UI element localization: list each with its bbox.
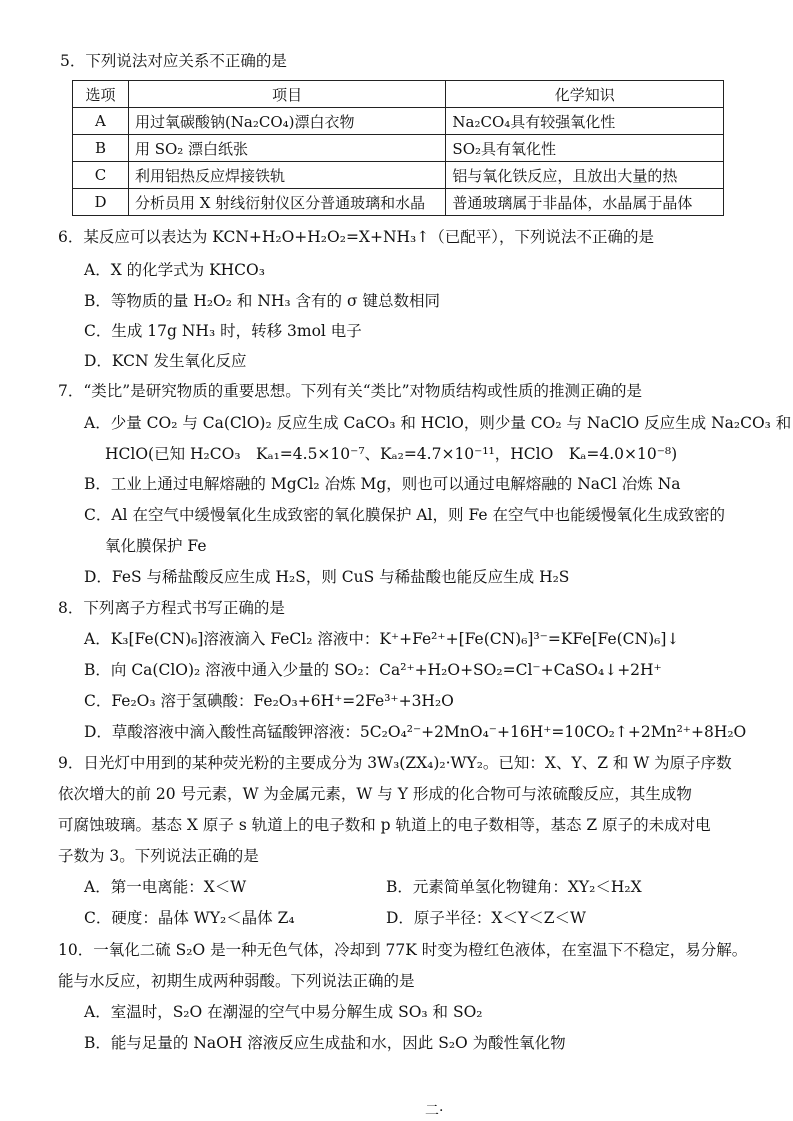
row-knowledge: 普通玻璃属于非晶体，水晶属于晶体 xyxy=(446,189,724,216)
table-row xyxy=(73,135,724,162)
q6-option-c: C．生成 17g NH₃ 时，转移 3mol 电子 xyxy=(84,322,362,340)
table-row xyxy=(73,189,724,216)
table-row xyxy=(73,108,724,135)
q9-stem-line4: 子数为 3。下列说法正确的是 xyxy=(58,847,259,865)
q10-option-a: A．室温时，S₂O 在潮湿的空气中易分解生成 SO₃ 和 SO₂ xyxy=(84,1003,483,1021)
header-item: 项目 xyxy=(128,81,445,108)
q8-stem: 8．下列离子方程式书写正确的是 xyxy=(58,599,285,617)
table-header-row xyxy=(73,81,724,108)
header-knowledge: 化学知识 xyxy=(446,81,724,108)
row-item: 分析员用 X 射线衍射仪区分普通玻璃和水晶 xyxy=(128,189,445,216)
q5-table xyxy=(72,80,724,216)
q7-option-c-cont: 氧化膜保护 Fe xyxy=(105,537,207,555)
row-knowledge: 铝与氧化铁反应，且放出大量的热 xyxy=(446,162,724,189)
row-item: 利用铝热反应焊接铁轨 xyxy=(128,162,445,189)
q10-stem-line2: 能与水反应，初期生成两种弱酸。下列说法正确的是 xyxy=(58,972,415,990)
q8-option-d: D．草酸溶液中滴入酸性高锰酸钾溶液：5C₂O₄²⁻+2MnO₄⁻+16H⁺=10CO₂↑+2Mn²⁺+8H₂O xyxy=(84,723,747,741)
row-option: B xyxy=(73,135,129,162)
q8-option-a: A．K₃[Fe(CN)₆]溶液滴入 FeCl₂ 溶液中：K⁺+Fe²⁺+[Fe(CN)₆]³⁻=KFe[Fe(CN)₆]↓ xyxy=(84,630,680,648)
q7-option-a: A．少量 CO₂ 与 Ca(ClO)₂ 反应生成 CaCO₃ 和 HClO，则少量 CO₂ 与 NaClO 反应生成 Na₂CO₃ 和 xyxy=(84,414,792,432)
q7-option-d: D．FeS 与稀盐酸反应生成 H₂S，则 CuS 与稀盐酸也能反应生成 H₂S xyxy=(84,568,570,586)
q9-option-d: D．原子半径：X＜Y＜Z＜W xyxy=(386,909,586,927)
row-item: 用过氧碳酸钠(Na₂CO₄)漂白衣物 xyxy=(128,108,445,135)
table-row xyxy=(73,162,724,189)
q5-stem: 5．下列说法对应关系不正确的是 xyxy=(60,52,287,70)
row-option: D xyxy=(73,189,129,216)
q7-stem: 7．“类比”是研究物质的重要思想。下列有关“类比”对物质结构或性质的推测正确的是 xyxy=(58,382,643,400)
q9-option-b: B．元素简单氢化物键角：XY₂＜H₂X xyxy=(386,878,642,896)
q10-option-b: B．能与足量的 NaOH 溶液反应生成盐和水，因此 S₂O 为酸性氧化物 xyxy=(84,1034,566,1052)
q10-stem-line1: 10．一氧化二硫 S₂O 是一种无色气体，冷却到 77K 时变为橙红色液体，在室温下不稳定，易分解。 xyxy=(58,941,748,959)
q6-option-d: D．KCN 发生氧化反应 xyxy=(84,352,247,370)
q9-stem-line2: 依次增大的前 20 号元素，W 为金属元素，W 与 Y 形成的化合物可与浓硫酸反应，其生成物 xyxy=(58,785,692,803)
page-number: 二· xyxy=(425,1103,444,1119)
q9-stem-line3: 可腐蚀玻璃。基态 X 原子 s 轨道上的电子数和 p 轨道上的电子数相等，基态 Z 原子的未成对电 xyxy=(58,816,711,834)
row-knowledge: Na₂CO₄具有较强氧化性 xyxy=(446,108,724,135)
q9-stem-line1: 9．日光灯中用到的某种荧光粉的主要成分为 3W₃(ZX₄)₂·WY₂。已知：X、Y、Z 和 W 为原子序数 xyxy=(58,754,732,772)
q8-option-c: C．Fe₂O₃ 溶于氢碘酸：Fe₂O₃+6H⁺=2Fe³⁺+3H₂O xyxy=(84,692,454,710)
q6-option-a: A．X 的化学式为 KHCO₃ xyxy=(84,261,265,279)
q7-option-a-cont: HClO(已知 H₂CO₃ Kₐ₁=4.5×10⁻⁷、Kₐ₂=4.7×10⁻¹¹，HClO Kₐ=4.0×10⁻⁸) xyxy=(105,445,678,463)
row-option: C xyxy=(73,162,129,189)
row-option: A xyxy=(73,108,129,135)
q6-option-b: B．等物质的量 H₂O₂ 和 NH₃ 含有的 σ 键总数相同 xyxy=(84,292,440,310)
q9-option-c: C．硬度：晶体 WY₂＜晶体 Z₄ xyxy=(84,909,295,927)
q7-option-b: B．工业上通过电解熔融的 MgCl₂ 冶炼 Mg，则也可以通过电解熔融的 NaCl 冶炼 Na xyxy=(84,475,681,493)
header-option: 选项 xyxy=(73,81,129,108)
row-item: 用 SO₂ 漂白纸张 xyxy=(128,135,445,162)
q7-option-c: C．Al 在空气中缓慢氧化生成致密的氧化膜保护 Al，则 Fe 在空气中也能缓慢氧化生成致密的 xyxy=(84,506,725,524)
q9-option-a: A．第一电离能：X＜W xyxy=(84,878,247,896)
q8-option-b: B．向 Ca(ClO)₂ 溶液中通入少量的 SO₂：Ca²⁺+H₂O+SO₂=Cl⁻+CaSO₄↓+2H⁺ xyxy=(84,661,662,679)
row-knowledge: SO₂具有氧化性 xyxy=(446,135,724,162)
q6-stem: 6．某反应可以表达为 KCN+H₂O+H₂O₂=X+NH₃↑（已配平），下列说法不正确的是 xyxy=(58,228,654,246)
